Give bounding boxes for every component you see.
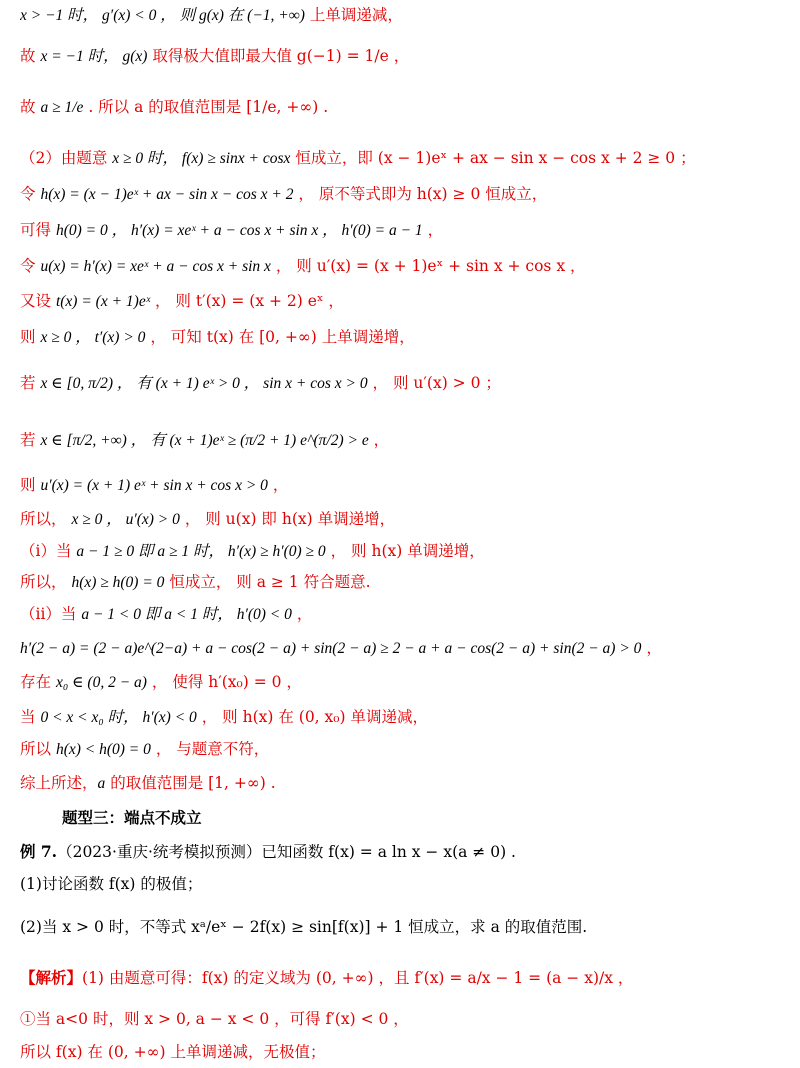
text-red: ， 可知 t(x) 在 [0, +∞) 上单调递增， xyxy=(145,328,415,346)
text-red: ， 原不等式即为 h(x) ≥ 0 恒成立， xyxy=(293,185,548,203)
text-red: . 所以 a 的取值范围是 [1/e, +∞) . xyxy=(83,98,329,116)
text-red: 故 xyxy=(20,98,41,116)
math-expression: x ∈ [π/2, +∞) ， 有 (x + 1)eˣ ≥ (π/2 + 1) e^(π/2) > e xyxy=(40,432,369,449)
analysis-text: (1) 由题意可得：f(x) 的定义域为 (0, +∞) ，且 f′(x) = a/x − 1 = (a − x)/x ， xyxy=(82,969,634,987)
text-red: ， xyxy=(291,605,313,623)
math-expression: h′(2 − a) = (2 − a)e^(2−a) + a − cos(2 − a) + sin(2 − a) ≥ 2 − a + a − cos(2 − a) + sin(2 − a) > 0 xyxy=(20,640,642,657)
text-red: 取得极大值即最大值 g(−1) = 1/e ， xyxy=(147,47,410,65)
text-red: ， 使得 h′(x₀) = 0 ， xyxy=(146,673,302,691)
solution-line-10 xyxy=(20,372,790,395)
text-red: 令 xyxy=(20,257,41,275)
text-red: ， 则 u(x) 即 h(x) 单调递增， xyxy=(179,510,396,528)
text-red: （2）由题意 xyxy=(20,149,113,167)
solution-line-8 xyxy=(20,290,790,313)
text-red: 所以， xyxy=(20,510,72,528)
solution-line-17 xyxy=(20,637,790,660)
text-red: 的取值范围是 [1, +∞) . xyxy=(105,774,276,792)
text-red: ， xyxy=(422,221,444,239)
text-red: 若 xyxy=(20,374,41,392)
solution-line-18 xyxy=(20,671,790,694)
solution-line-4 xyxy=(20,147,790,170)
section-title: 题型三：端点不成立 xyxy=(62,808,202,827)
solution-line-19 xyxy=(20,706,790,729)
text-red: （ii）当 xyxy=(20,605,82,623)
math-expression: x₀ ∈ (0, 2 − a) xyxy=(55,674,147,691)
analysis-line-3: 所以 f(x) 在 (0, +∞) 上单调递减，无极值； xyxy=(20,1043,326,1061)
math-expression: a ≥ 1/e xyxy=(40,99,84,116)
text-red: 上单调递减， xyxy=(304,6,403,24)
analysis-tag: 【解析】 xyxy=(20,968,83,987)
text-red: ， 则 h(x) 在 (0, x₀) 单调递减， xyxy=(196,708,428,726)
analysis-line-2: ①当 a<0 时，则 x > 0, a − x < 0 ，可得 f′(x) < 0 ， xyxy=(20,1010,409,1028)
solution-line-21 xyxy=(20,772,790,795)
text-red: 所以 xyxy=(20,740,56,758)
text-red: 若 xyxy=(20,431,41,449)
text-red: 所以， xyxy=(20,573,72,591)
text-red: ， xyxy=(641,639,662,657)
solution-line-11 xyxy=(20,429,790,452)
text-red: 恒成立，即 (x − 1)eˣ + ax − sin x − cos x + 2 ≥ 0 ； xyxy=(290,149,696,167)
math-expression: h(x) < h(0) = 0 xyxy=(55,741,151,758)
math-expression: h(0) = 0 ， h′(x) = xeˣ + a − cos x + sin x ， h′(0) = a − 1 xyxy=(55,222,423,239)
solution-line-15 xyxy=(20,571,790,594)
math-expression: x > −1 时， g′(x) < 0 ， 则 g(x) 在 (−1, +∞) xyxy=(20,7,305,24)
example-text: （2023·重庆·统考模拟预测）已知函数 f(x) = a ln x − x(a ≠ 0) . xyxy=(57,843,516,861)
text-red: 又设 xyxy=(20,292,56,310)
text-red: 综上所述， xyxy=(20,774,98,792)
solution-line-1 xyxy=(20,4,790,27)
solution-line-7 xyxy=(20,255,790,278)
solution-line-3 xyxy=(20,96,790,119)
text-red: 存在 xyxy=(20,673,56,691)
math-expression: a xyxy=(97,775,106,792)
text-red: ， 则 t′(x) = (x + 2) eˣ ， xyxy=(150,292,344,310)
text-red: 恒成立， 则 a ≥ 1 符合题意. xyxy=(164,573,371,591)
example-question-2: (2)当 x > 0 时，不等式 xᵃ/eˣ − 2f(x) ≥ sin[f(x)] + 1 恒成立，求 a 的取值范围. xyxy=(20,918,588,936)
text-red: ， 与题意不符， xyxy=(150,740,270,758)
solution-line-13 xyxy=(20,508,790,531)
example-label: 例 7. xyxy=(20,842,58,861)
math-expression: t(x) = (x + 1)eˣ xyxy=(55,293,151,310)
solution-line-16 xyxy=(20,603,790,626)
math-expression: x ∈ [0, π/2) ， 有 (x + 1) eˣ > 0 ， sin x + cos x > 0 xyxy=(40,375,368,392)
text-red: ， 则 u′(x) > 0 ； xyxy=(367,374,501,392)
text-red: 故 xyxy=(20,47,41,65)
solution-line-5 xyxy=(20,183,790,206)
solution-line-14 xyxy=(20,540,790,563)
math-expression: x ≥ 0 ， u′(x) > 0 xyxy=(71,511,180,528)
math-expression: u(x) = h′(x) = xeˣ + a − cos x + sin x xyxy=(40,258,271,275)
math-expression: h(x) ≥ h(0) = 0 xyxy=(71,574,165,591)
analysis-line-1 xyxy=(20,967,790,989)
example-question-1: (1)讨论函数 f(x) 的极值； xyxy=(20,875,203,893)
text-red: （i）当 xyxy=(20,542,77,560)
solution-line-2 xyxy=(20,45,790,68)
text-red: 则 xyxy=(20,476,41,494)
math-expression: a − 1 < 0 即 a < 1 时， h′(0) < 0 xyxy=(81,606,292,623)
math-expression: x ≥ 0 ， t′(x) > 0 xyxy=(40,329,146,346)
text-red: 当 xyxy=(20,708,41,726)
text-red: ， xyxy=(267,476,289,494)
math-expression: u′(x) = (x + 1) eˣ + sin x + cos x > 0 xyxy=(40,477,268,494)
solution-line-20 xyxy=(20,738,790,761)
math-expression: a − 1 ≥ 0 即 a ≥ 1 时， h′(x) ≥ h′(0) ≥ 0 xyxy=(76,543,326,560)
text-red: 则 xyxy=(20,328,41,346)
text-red: ， xyxy=(368,431,390,449)
text-red: 可得 xyxy=(20,221,56,239)
math-expression: h(x) = (x − 1)eˣ + ax − sin x − cos x + 2 xyxy=(40,186,294,203)
text-red: ， 则 u′(x) = (x + 1)eˣ + sin x + cos x ， xyxy=(270,257,586,275)
text-red: 令 xyxy=(20,185,41,203)
text-red: ， 则 h(x) 单调递增， xyxy=(325,542,485,560)
math-expression: x ≥ 0 时， f(x) ≥ sinx + cosx xyxy=(112,150,291,167)
solution-line-6 xyxy=(20,219,790,242)
math-expression: 0 < x < x₀ 时， h′(x) < 0 xyxy=(40,709,197,726)
solution-line-12 xyxy=(20,474,790,497)
example-statement xyxy=(20,841,790,863)
solution-line-9 xyxy=(20,326,790,349)
math-expression: x = −1 时， g(x) xyxy=(40,48,148,65)
